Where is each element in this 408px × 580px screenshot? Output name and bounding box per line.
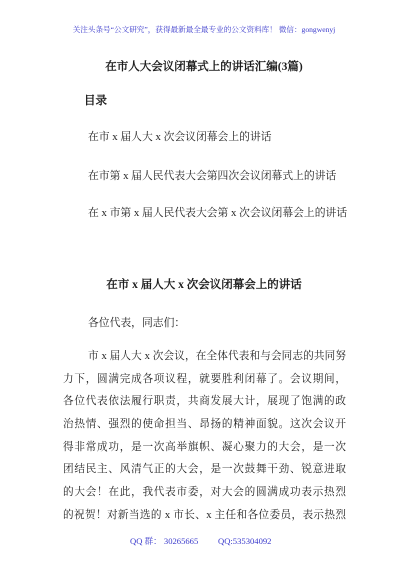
document-title: 在市人大会议闭幕式上的讲话汇编(3篇)	[105, 61, 303, 73]
paragraph-line: 团结民主、风清气正的大会，是一次鼓舞干劲、锐意进取	[63, 464, 346, 476]
promo-banner: 关注头条号“公文研究”，获得最新最全最专业的公文资料库！ 微信：gongwenyj	[72, 25, 336, 34]
paragraph-line: 力下，圆满完成各项议程，就要胜利闭幕了。会议期间，	[63, 373, 346, 385]
paragraph-line: 的大会！在此，我代表市委，对大会的圆满成功表示热烈	[63, 487, 346, 499]
toc-heading: 目录	[84, 95, 107, 107]
footer-qq-group: QQ 群： 30265665	[130, 536, 199, 546]
paragraph-line: 各位代表依法履行职责，共商发展大计，展现了饱满的政	[63, 396, 346, 408]
toc-item: 在市第 x 届人民代表大会第四次会议闭幕式上的讲话	[88, 170, 337, 182]
footer-qq-number: QQ:535304092	[218, 536, 272, 546]
paragraph-line: 的祝贺！对新当选的 x 市长、x 主任和各位委员，表示热烈	[63, 509, 346, 521]
paragraph-line: 得非常成功，是一次高举旗帜、凝心聚力的大会，是一次	[63, 441, 346, 453]
salutation: 各位代表，同志们：	[88, 317, 186, 329]
body-paragraph	[63, 346, 346, 528]
section-heading: 在市 x 届人大 x 次会议闭幕会上的讲话	[106, 279, 302, 291]
toc-item: 在 x 市第 x 届人民代表大会第 x 次会议闭幕会上的讲话	[88, 207, 348, 219]
paragraph-line: 市 x 届人大 x 次会议，在全体代表和与会同志的共同努	[88, 351, 346, 362]
toc-item: 在市 x 届人大 x 次会议闭幕会上的讲话	[88, 131, 272, 143]
paragraph-line: 治热情、强烈的使命担当、昂扬的精神面貌。这次会议开	[63, 419, 346, 431]
